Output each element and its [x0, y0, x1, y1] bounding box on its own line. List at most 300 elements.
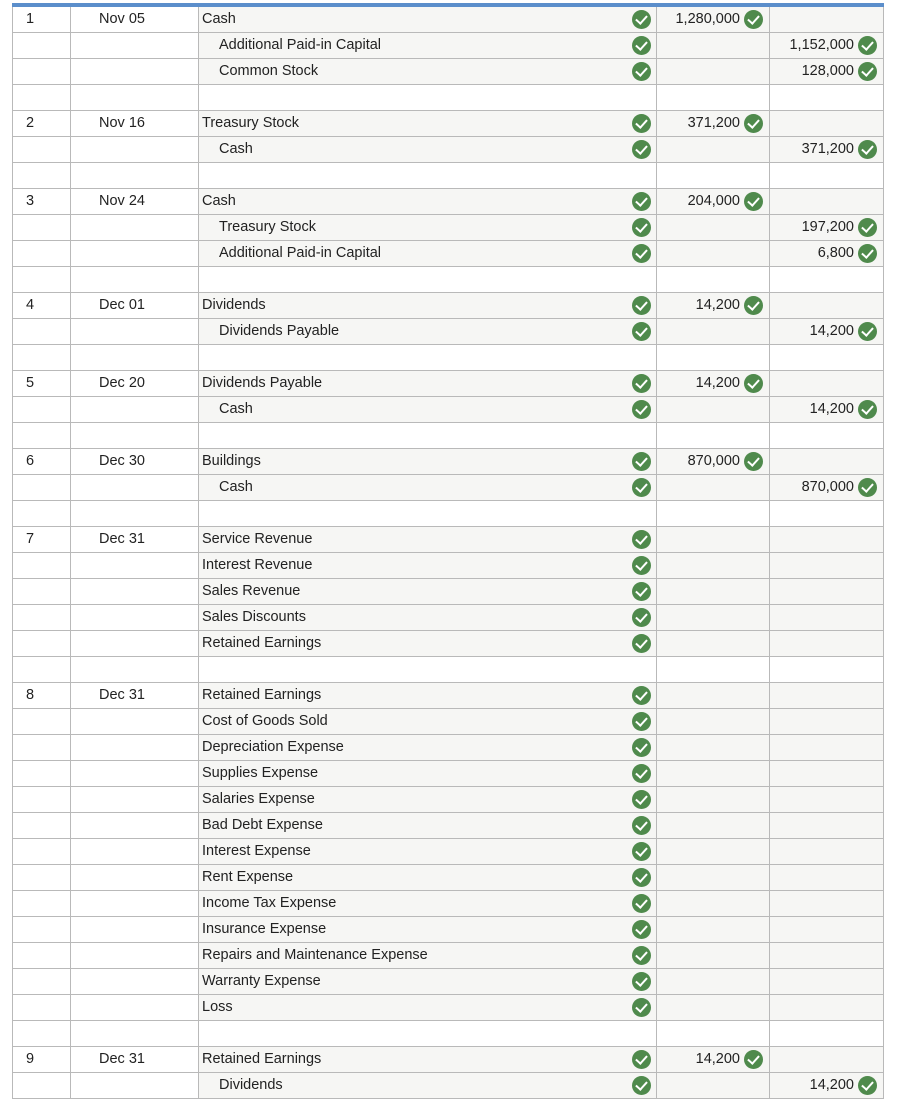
entry-number-cell	[12, 111, 71, 136]
check-circle-icon	[632, 582, 651, 601]
check-circle-icon	[744, 114, 763, 133]
table-row	[12, 761, 884, 787]
credit-cell[interactable]	[770, 1021, 884, 1046]
account-cell[interactable]	[199, 683, 657, 708]
account-title: Interest Expense	[202, 843, 311, 859]
debit-cell[interactable]	[657, 683, 770, 708]
credit-cell[interactable]	[770, 215, 884, 240]
account-title: Cash	[202, 11, 236, 27]
credit-cell[interactable]	[770, 371, 884, 396]
check-circle-icon	[632, 764, 651, 783]
entry-number-cell	[12, 319, 71, 344]
debit-cell[interactable]	[657, 995, 770, 1020]
spacer-row	[12, 85, 884, 111]
credit-cell[interactable]	[770, 813, 884, 838]
debit-cell[interactable]	[657, 501, 770, 526]
account-title: Dividends	[219, 1077, 283, 1093]
account-cell[interactable]	[199, 267, 657, 292]
debit-cell[interactable]	[657, 787, 770, 812]
check-circle-icon	[744, 1050, 763, 1069]
debit-cell[interactable]	[657, 761, 770, 786]
table-row	[12, 241, 884, 267]
account-cell[interactable]	[199, 397, 657, 422]
debit-amount: 14,200	[695, 1051, 740, 1067]
account-title: Salaries Expense	[202, 791, 315, 807]
entry-number: 7	[26, 531, 35, 547]
table-row	[12, 319, 884, 345]
table-row	[12, 787, 884, 813]
debit-cell[interactable]	[657, 7, 770, 32]
debit-cell[interactable]	[657, 267, 770, 292]
debit-cell[interactable]	[657, 59, 770, 84]
table-row	[12, 995, 884, 1021]
check-circle-icon	[632, 816, 651, 835]
check-circle-icon	[858, 1076, 877, 1095]
table-row	[12, 813, 884, 839]
debit-cell[interactable]	[657, 943, 770, 968]
debit-cell[interactable]	[657, 839, 770, 864]
account-title: Supplies Expense	[202, 765, 319, 781]
debit-cell[interactable]	[657, 293, 770, 318]
account-cell[interactable]	[199, 215, 657, 240]
account-cell[interactable]	[199, 761, 657, 786]
debit-cell[interactable]	[657, 579, 770, 604]
account-cell[interactable]	[199, 189, 657, 214]
date-cell	[71, 865, 199, 890]
debit-cell[interactable]	[657, 189, 770, 214]
spacer-row	[12, 657, 884, 683]
entry-number-cell	[12, 137, 71, 162]
credit-cell[interactable]	[770, 163, 884, 188]
entry-number-cell	[12, 657, 71, 682]
entry-number-cell	[12, 527, 71, 552]
entry-number-cell	[12, 813, 71, 838]
check-circle-icon	[632, 36, 651, 55]
credit-cell[interactable]	[770, 241, 884, 266]
credit-amount: 6,800	[817, 245, 854, 261]
debit-cell[interactable]	[657, 137, 770, 162]
entry-date: Dec 31	[99, 1051, 145, 1067]
debit-cell[interactable]	[657, 969, 770, 994]
debit-cell[interactable]	[657, 475, 770, 500]
account-title: Cost of Goods Sold	[202, 713, 328, 729]
check-circle-icon	[632, 322, 651, 341]
debit-cell[interactable]	[657, 163, 770, 188]
account-title: Loss	[202, 999, 233, 1015]
check-circle-icon	[632, 712, 651, 731]
debit-cell[interactable]	[657, 657, 770, 682]
date-cell	[71, 943, 199, 968]
entry-number-cell	[12, 969, 71, 994]
entry-number-cell	[12, 631, 71, 656]
debit-cell[interactable]	[657, 865, 770, 890]
check-circle-icon	[744, 192, 763, 211]
credit-cell[interactable]	[770, 891, 884, 916]
credit-cell[interactable]	[770, 683, 884, 708]
debit-cell[interactable]	[657, 111, 770, 136]
date-cell	[71, 787, 199, 812]
check-circle-icon	[632, 218, 651, 237]
debit-amount: 204,000	[687, 193, 740, 209]
entry-number-cell	[12, 1021, 71, 1046]
table-row	[12, 527, 884, 553]
table-row	[12, 293, 884, 319]
account-title: Rent Expense	[202, 869, 294, 885]
entry-number-cell	[12, 839, 71, 864]
credit-cell[interactable]	[770, 319, 884, 344]
debit-cell[interactable]	[657, 423, 770, 448]
debit-amount: 870,000	[687, 453, 740, 469]
debit-cell[interactable]	[657, 319, 770, 344]
debit-cell[interactable]	[657, 1047, 770, 1072]
account-cell[interactable]	[199, 85, 657, 110]
table-row	[12, 891, 884, 917]
table-row	[12, 605, 884, 631]
account-cell[interactable]	[199, 839, 657, 864]
date-cell	[71, 1047, 199, 1072]
debit-cell[interactable]	[657, 813, 770, 838]
account-cell[interactable]	[199, 735, 657, 760]
debit-cell[interactable]	[657, 85, 770, 110]
table-row	[12, 969, 884, 995]
entry-number-cell	[12, 475, 71, 500]
account-cell[interactable]	[199, 605, 657, 630]
debit-cell[interactable]	[657, 917, 770, 942]
account-title: Depreciation Expense	[202, 739, 344, 755]
journal-entry-table	[12, 7, 884, 1099]
account-cell[interactable]	[199, 813, 657, 838]
date-cell	[71, 995, 199, 1020]
check-circle-icon	[858, 36, 877, 55]
date-cell	[71, 579, 199, 604]
date-cell	[71, 527, 199, 552]
debit-cell[interactable]	[657, 553, 770, 578]
date-cell	[71, 111, 199, 136]
account-title: Warranty Expense	[202, 973, 321, 989]
debit-cell[interactable]	[657, 709, 770, 734]
check-circle-icon	[632, 192, 651, 211]
debit-cell[interactable]	[657, 371, 770, 396]
debit-cell[interactable]	[657, 1021, 770, 1046]
account-cell[interactable]	[199, 969, 657, 994]
account-cell[interactable]	[199, 865, 657, 890]
credit-amount: 128,000	[801, 63, 854, 79]
debit-amount: 14,200	[695, 297, 740, 313]
date-cell	[71, 319, 199, 344]
table-row	[12, 839, 884, 865]
credit-cell[interactable]	[770, 605, 884, 630]
credit-cell[interactable]	[770, 865, 884, 890]
account-title: Retained Earnings	[202, 1051, 322, 1067]
date-cell	[71, 241, 199, 266]
debit-cell[interactable]	[657, 605, 770, 630]
date-cell	[71, 657, 199, 682]
account-title: Cash	[219, 479, 253, 495]
entry-number-cell	[12, 865, 71, 890]
date-cell	[71, 215, 199, 240]
account-title: Insurance Expense	[202, 921, 327, 937]
credit-cell[interactable]	[770, 657, 884, 682]
table-row	[12, 709, 884, 735]
entry-number-cell	[12, 449, 71, 474]
check-circle-icon	[744, 10, 763, 29]
table-row	[12, 137, 884, 163]
credit-amount: 870,000	[801, 479, 854, 495]
date-cell	[71, 137, 199, 162]
entry-number-cell	[12, 501, 71, 526]
entry-number-cell	[12, 189, 71, 214]
account-cell[interactable]	[199, 137, 657, 162]
debit-cell[interactable]	[657, 215, 770, 240]
date-cell	[71, 397, 199, 422]
date-cell	[71, 7, 199, 32]
credit-cell[interactable]	[770, 7, 884, 32]
date-cell	[71, 917, 199, 942]
debit-amount: 371,200	[687, 115, 740, 131]
credit-cell[interactable]	[770, 553, 884, 578]
account-cell[interactable]	[199, 787, 657, 812]
credit-cell[interactable]	[770, 917, 884, 942]
account-cell[interactable]	[199, 293, 657, 318]
credit-cell[interactable]	[770, 293, 884, 318]
credit-cell[interactable]	[770, 969, 884, 994]
account-cell[interactable]	[199, 995, 657, 1020]
account-cell[interactable]	[199, 1047, 657, 1072]
table-row	[12, 553, 884, 579]
check-circle-icon	[632, 452, 651, 471]
credit-cell[interactable]	[770, 189, 884, 214]
entry-number-cell	[12, 995, 71, 1020]
entry-date: Dec 01	[99, 297, 145, 313]
credit-cell[interactable]	[770, 85, 884, 110]
account-title: Sales Discounts	[202, 609, 306, 625]
table-row	[12, 33, 884, 59]
date-cell	[71, 891, 199, 916]
check-circle-icon	[632, 998, 651, 1017]
account-cell[interactable]	[199, 709, 657, 734]
credit-cell[interactable]	[770, 709, 884, 734]
account-title: Repairs and Maintenance Expense	[202, 947, 428, 963]
entry-number-cell	[12, 267, 71, 292]
entry-number-cell	[12, 761, 71, 786]
credit-cell[interactable]	[770, 475, 884, 500]
credit-cell[interactable]	[770, 527, 884, 552]
check-circle-icon	[858, 140, 877, 159]
check-circle-icon	[632, 114, 651, 133]
entry-number-cell	[12, 1073, 71, 1098]
credit-amount: 14,200	[809, 401, 854, 417]
account-cell[interactable]	[199, 111, 657, 136]
account-cell[interactable]	[199, 891, 657, 916]
account-title: Bad Debt Expense	[202, 817, 323, 833]
check-circle-icon	[632, 374, 651, 393]
check-circle-icon	[632, 894, 651, 913]
account-cell[interactable]	[199, 1021, 657, 1046]
account-cell[interactable]	[199, 943, 657, 968]
entry-number: 3	[26, 193, 35, 209]
account-cell[interactable]	[199, 657, 657, 682]
credit-cell[interactable]	[770, 423, 884, 448]
credit-cell[interactable]	[770, 449, 884, 474]
debit-cell[interactable]	[657, 33, 770, 58]
account-cell[interactable]	[199, 475, 657, 500]
credit-cell[interactable]	[770, 995, 884, 1020]
account-cell[interactable]	[199, 423, 657, 448]
credit-cell[interactable]	[770, 345, 884, 370]
credit-amount: 197,200	[801, 219, 854, 235]
credit-cell[interactable]	[770, 631, 884, 656]
check-circle-icon	[858, 322, 877, 341]
account-cell[interactable]	[199, 527, 657, 552]
credit-cell[interactable]	[770, 787, 884, 812]
debit-cell[interactable]	[657, 345, 770, 370]
check-circle-icon	[632, 686, 651, 705]
credit-cell[interactable]	[770, 137, 884, 162]
spacer-row	[12, 267, 884, 293]
entry-number-cell	[12, 891, 71, 916]
entry-number: 4	[26, 297, 35, 313]
account-cell[interactable]	[199, 163, 657, 188]
account-cell[interactable]	[199, 1073, 657, 1098]
table-row	[12, 59, 884, 85]
date-cell	[71, 761, 199, 786]
date-cell	[71, 605, 199, 630]
credit-amount: 14,200	[809, 323, 854, 339]
entry-number-cell	[12, 59, 71, 84]
entry-number-cell	[12, 345, 71, 370]
spacer-row	[12, 501, 884, 527]
account-cell[interactable]	[199, 371, 657, 396]
table-row	[12, 7, 884, 33]
account-cell[interactable]	[199, 553, 657, 578]
date-cell	[71, 813, 199, 838]
entry-number: 8	[26, 687, 35, 703]
account-cell[interactable]	[199, 579, 657, 604]
entry-number-cell	[12, 423, 71, 448]
debit-cell[interactable]	[657, 397, 770, 422]
account-cell[interactable]	[199, 7, 657, 32]
credit-cell[interactable]	[770, 267, 884, 292]
account-title: Cash	[219, 401, 253, 417]
credit-cell[interactable]	[770, 501, 884, 526]
date-cell	[71, 33, 199, 58]
entry-number-cell	[12, 917, 71, 942]
account-cell[interactable]	[199, 917, 657, 942]
table-row	[12, 917, 884, 943]
credit-cell[interactable]	[770, 397, 884, 422]
table-row	[12, 111, 884, 137]
account-title: Retained Earnings	[202, 635, 322, 651]
credit-cell[interactable]	[770, 735, 884, 760]
entry-number: 5	[26, 375, 35, 391]
account-title: Income Tax Expense	[202, 895, 337, 911]
account-title: Interest Revenue	[202, 557, 313, 573]
entry-number-cell	[12, 163, 71, 188]
account-cell[interactable]	[199, 59, 657, 84]
table-row	[12, 943, 884, 969]
account-title: Service Revenue	[202, 531, 313, 547]
entry-number: 9	[26, 1051, 35, 1067]
check-circle-icon	[632, 634, 651, 653]
account-cell[interactable]	[199, 631, 657, 656]
credit-cell[interactable]	[770, 1073, 884, 1098]
entry-number: 1	[26, 11, 35, 27]
credit-cell[interactable]	[770, 761, 884, 786]
date-cell	[71, 709, 199, 734]
credit-cell[interactable]	[770, 1047, 884, 1072]
credit-cell[interactable]	[770, 59, 884, 84]
account-title: Treasury Stock	[219, 219, 316, 235]
account-cell[interactable]	[199, 449, 657, 474]
entry-number-cell	[12, 241, 71, 266]
credit-amount: 1,152,000	[789, 37, 854, 53]
entry-number-cell	[12, 7, 71, 32]
debit-cell[interactable]	[657, 449, 770, 474]
check-circle-icon	[632, 10, 651, 29]
date-cell	[71, 501, 199, 526]
date-cell	[71, 969, 199, 994]
check-circle-icon	[858, 478, 877, 497]
account-cell[interactable]	[199, 319, 657, 344]
table-row	[12, 579, 884, 605]
spacer-row	[12, 423, 884, 449]
debit-cell[interactable]	[657, 631, 770, 656]
credit-cell[interactable]	[770, 943, 884, 968]
account-cell[interactable]	[199, 501, 657, 526]
date-cell	[71, 683, 199, 708]
credit-cell[interactable]	[770, 579, 884, 604]
entry-number-cell	[12, 943, 71, 968]
account-cell[interactable]	[199, 345, 657, 370]
table-row	[12, 449, 884, 475]
date-cell	[71, 371, 199, 396]
check-circle-icon	[632, 400, 651, 419]
debit-cell[interactable]	[657, 527, 770, 552]
entry-number-cell	[12, 709, 71, 734]
credit-cell[interactable]	[770, 839, 884, 864]
check-circle-icon	[858, 400, 877, 419]
spacer-row	[12, 345, 884, 371]
entry-number: 6	[26, 453, 35, 469]
check-circle-icon	[858, 218, 877, 237]
account-title: Sales Revenue	[202, 583, 301, 599]
table-row	[12, 865, 884, 891]
account-title: Additional Paid-in Capital	[219, 37, 382, 53]
check-circle-icon	[632, 140, 651, 159]
account-title: Common Stock	[219, 63, 319, 79]
debit-cell[interactable]	[657, 1073, 770, 1098]
check-circle-icon	[632, 920, 651, 939]
debit-cell[interactable]	[657, 891, 770, 916]
credit-cell[interactable]	[770, 111, 884, 136]
account-title: Additional Paid-in Capital	[219, 245, 382, 261]
entry-date: Nov 05	[99, 11, 145, 27]
check-circle-icon	[632, 790, 651, 809]
account-cell[interactable]	[199, 33, 657, 58]
credit-cell[interactable]	[770, 33, 884, 58]
entry-number-cell	[12, 215, 71, 240]
table-row	[12, 683, 884, 709]
debit-cell[interactable]	[657, 735, 770, 760]
account-title: Cash	[202, 193, 236, 209]
debit-cell[interactable]	[657, 241, 770, 266]
table-row	[12, 735, 884, 761]
table-row	[12, 631, 884, 657]
account-cell[interactable]	[199, 241, 657, 266]
check-circle-icon	[632, 946, 651, 965]
entry-number-cell	[12, 1047, 71, 1072]
entry-number-cell	[12, 735, 71, 760]
